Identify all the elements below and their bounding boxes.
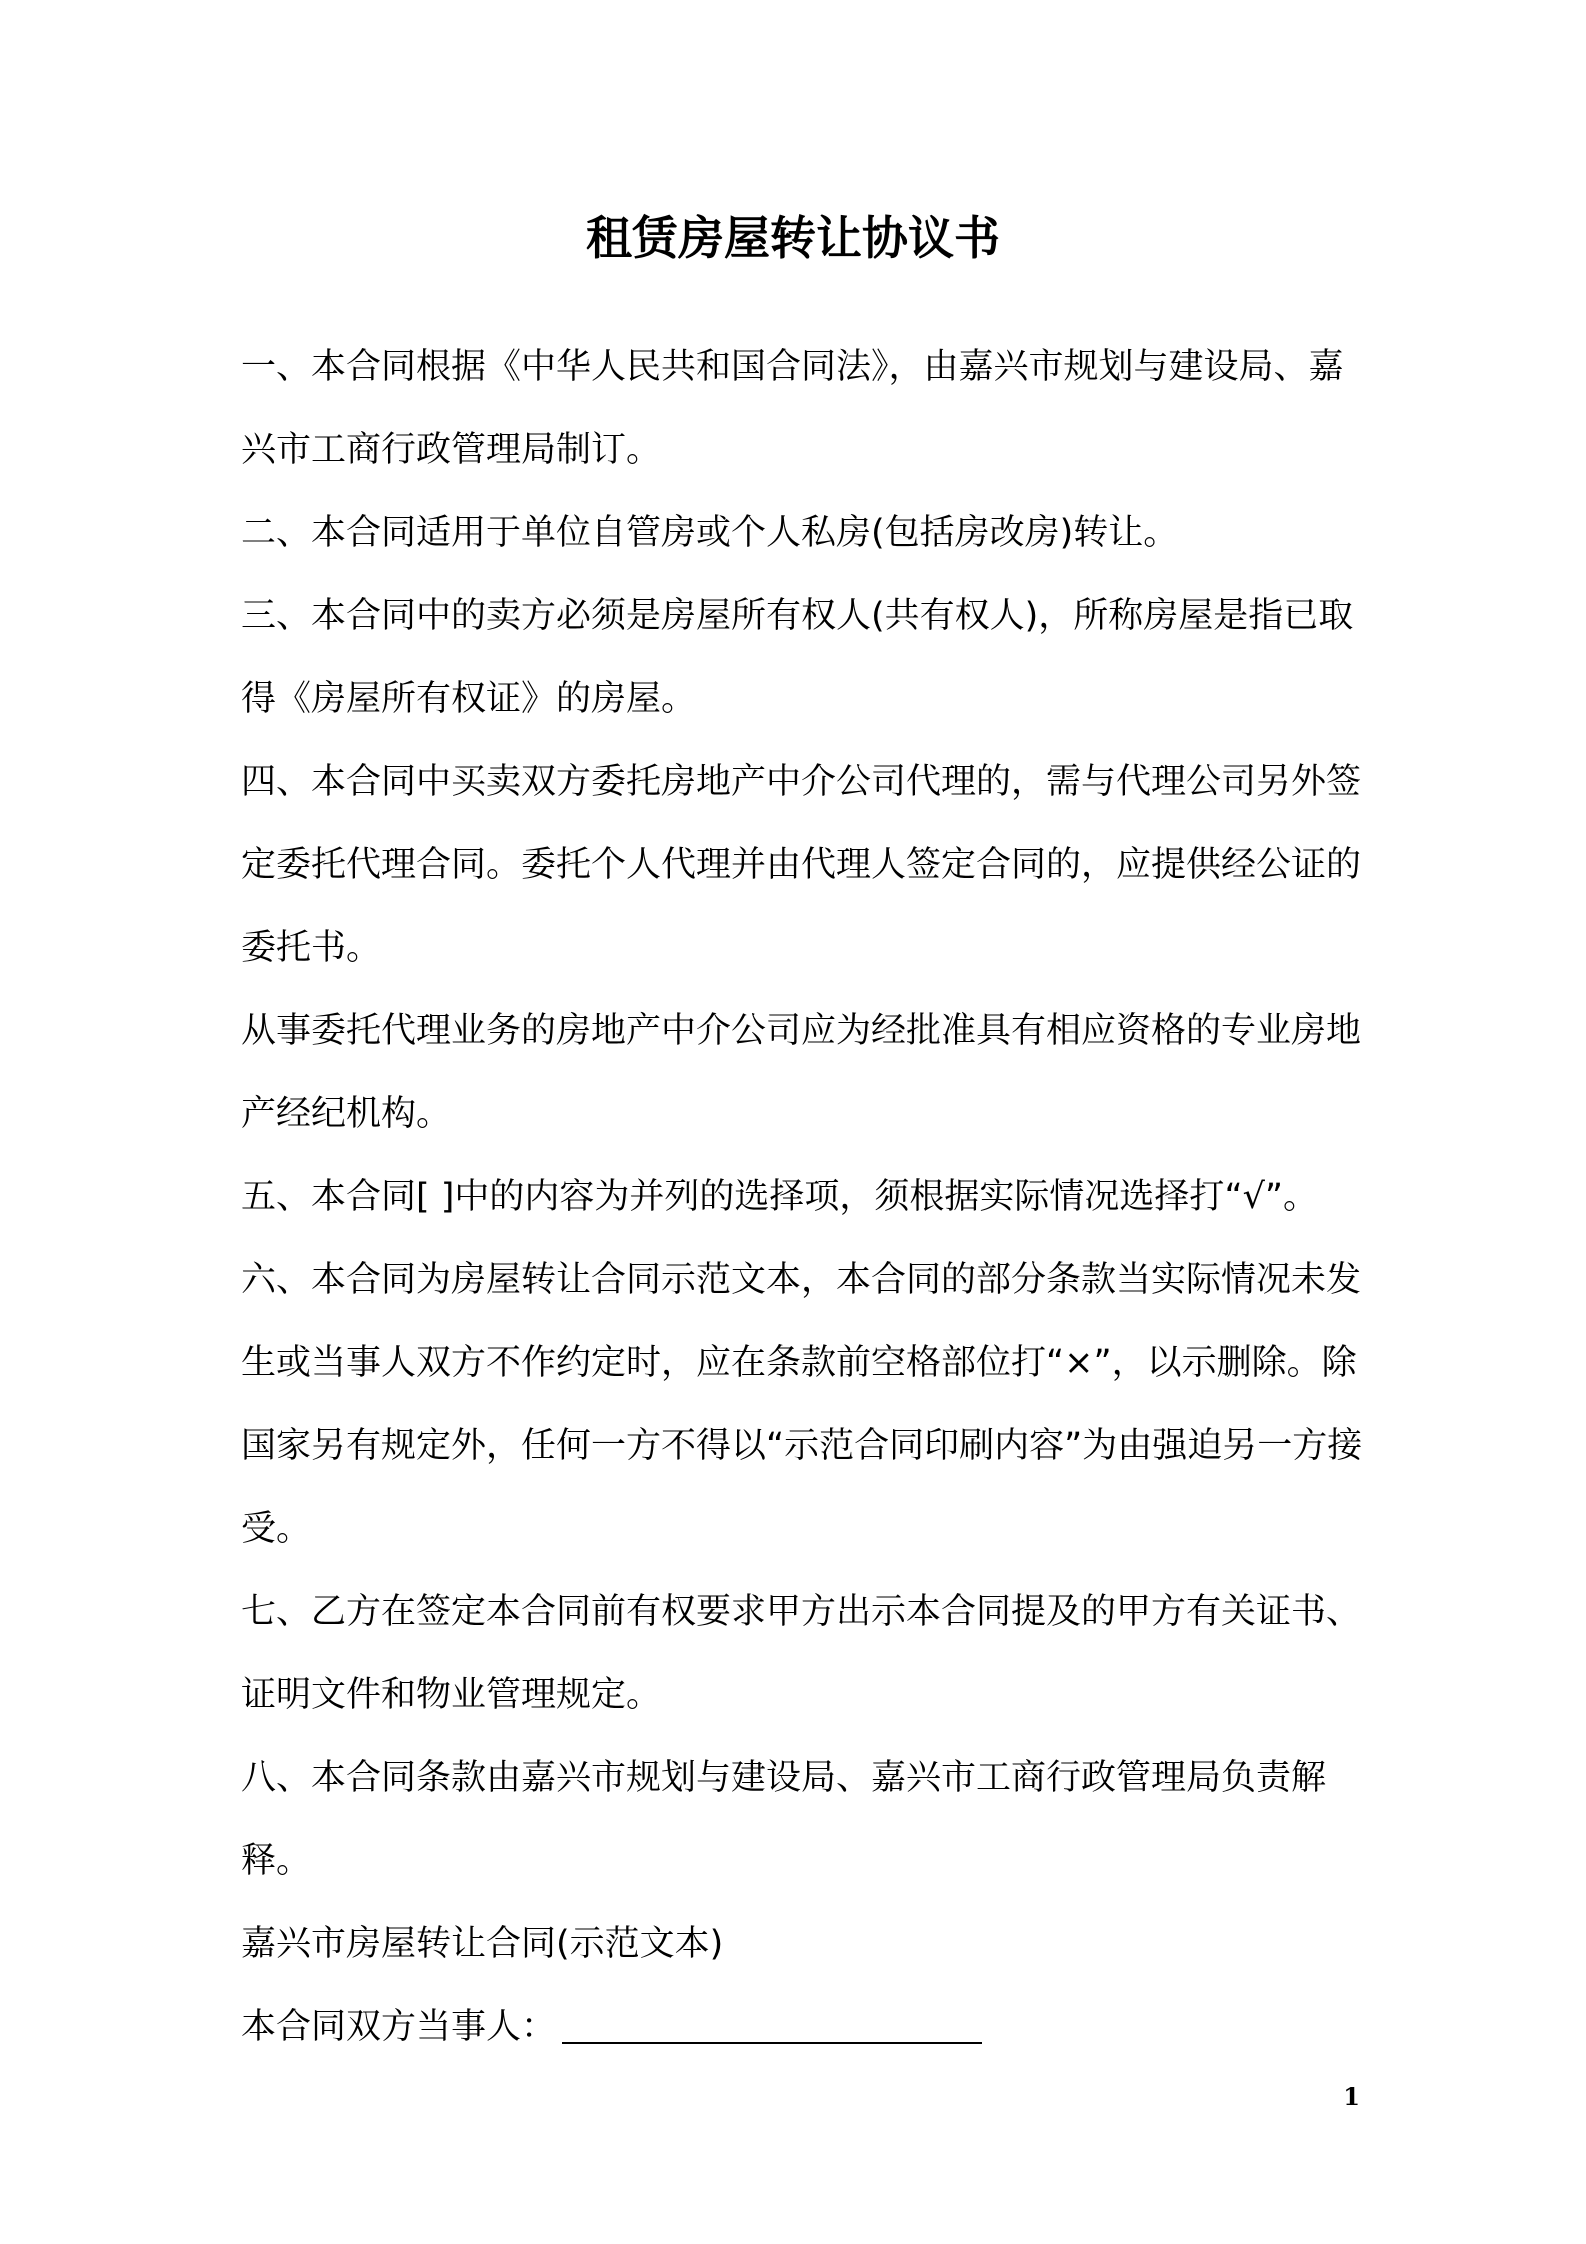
paragraph-6: 六、本合同为房屋转让合同示范文本，本合同的部分条款当实际情况未发生或当事人双方不作约定时，应在条款前空格部位打“×”，以示删除。除国家另有规定外，任何一方不得以“示范合同印刷内容”为由强迫另一方接受。 <box>241 1260 1363 1549</box>
paragraph-8: 八、本合同条款由嘉兴市规划与建设局、嘉兴市工商行政管理局负责解释。 <box>241 1758 1327 1881</box>
paragraph-7: 七、乙方在签定本合同前有权要求甲方出示本合同提及的甲方有关证书、证明文件和物业管理规定。 <box>241 1592 1362 1715</box>
document-title: 租赁房屋转让协议书 <box>586 211 1000 265</box>
page-number: 1 <box>1343 2082 1360 2111</box>
document-body <box>241 326 1371 2069</box>
paragraph-3: 三、本合同中的卖方必须是房屋所有权人(共有权人)，所称房屋是指已取得《房屋所有权证》的房屋。 <box>241 596 1354 719</box>
parties-row <box>241 1986 1371 2069</box>
paragraph-4: 四、本合同中买卖双方委托房地产中介公司代理的，需与代理公司另外签定委托代理合同。委托个人代理并由代理人签定合同的，应提供经公证的委托书。 <box>241 762 1362 968</box>
paragraph-4-note: 从事委托代理业务的房地产中介公司应为经批准具有相应资格的专业房地产经纪机构。 <box>241 1011 1362 1134</box>
paragraph-2: 二、本合同适用于单位自管房或个人私房(包括房改房)转让。 <box>241 513 1179 553</box>
parties-blank-line <box>562 2008 982 2044</box>
paragraph-1: 一、本合同根据《中华人民共和国合同法》，由嘉兴市规划与建设局、嘉兴市工商行政管理局制订。 <box>241 347 1344 470</box>
contract-subtitle: 嘉兴市房屋转让合同(示范文本) <box>241 1924 724 1964</box>
parties-label: 本合同双方当事人： <box>241 2007 557 2047</box>
paragraph-5: 五、本合同[ ]中的内容为并列的选择项，须根据实际情况选择打“√”。 <box>241 1177 1319 1217</box>
